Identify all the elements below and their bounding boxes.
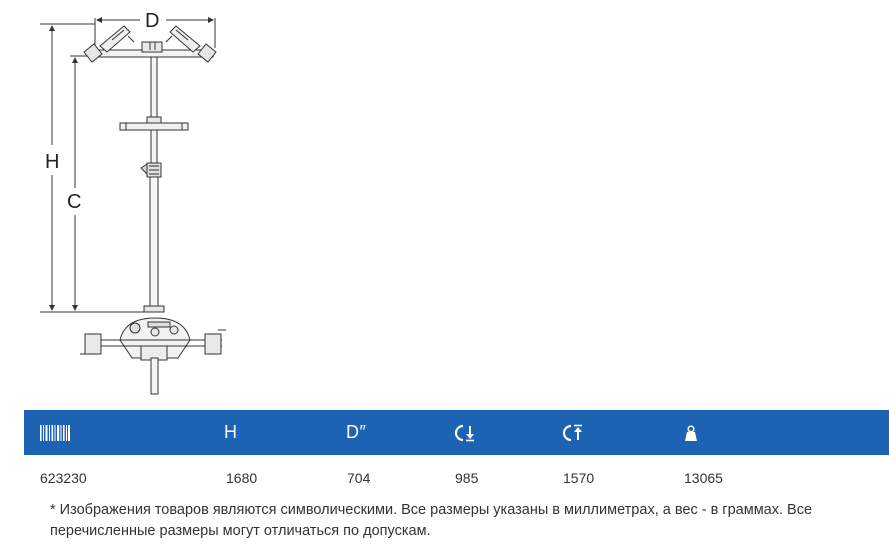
spec-table-row xyxy=(24,460,889,496)
max-height-icon xyxy=(563,410,583,455)
height-value: 1680 xyxy=(226,470,258,486)
height-header-label: H xyxy=(224,422,238,442)
disclaimer-note: * Изображения товаров являются символическими. Все размеры указаны в миллиметрах, а вес - в граммах. Все перечисленные размеры могут отличаться по допускам. xyxy=(50,502,813,539)
dim-c-label: C xyxy=(67,191,82,213)
min-height-value: 985 xyxy=(455,470,479,486)
lower-column xyxy=(150,177,158,307)
diameter-header-label: D″ xyxy=(346,422,367,442)
upper-column xyxy=(151,57,157,163)
height-clamp xyxy=(141,163,161,177)
max-height-value: 1570 xyxy=(563,470,595,486)
article-number: 623230 xyxy=(40,470,87,486)
spec-table-header xyxy=(24,410,889,455)
weight-value: 13065 xyxy=(684,470,723,486)
diameter-header xyxy=(346,410,366,455)
dim-d-label: D xyxy=(145,10,160,32)
barcode-icon xyxy=(40,410,70,455)
dim-h-label: H xyxy=(45,151,60,173)
weight-icon xyxy=(684,410,698,455)
base-plan-view xyxy=(80,318,226,394)
product-drawing xyxy=(0,0,240,405)
tool-tray xyxy=(120,117,188,130)
height-header xyxy=(224,410,238,455)
diameter-value: 704 xyxy=(347,470,371,486)
min-height-icon xyxy=(455,410,475,455)
